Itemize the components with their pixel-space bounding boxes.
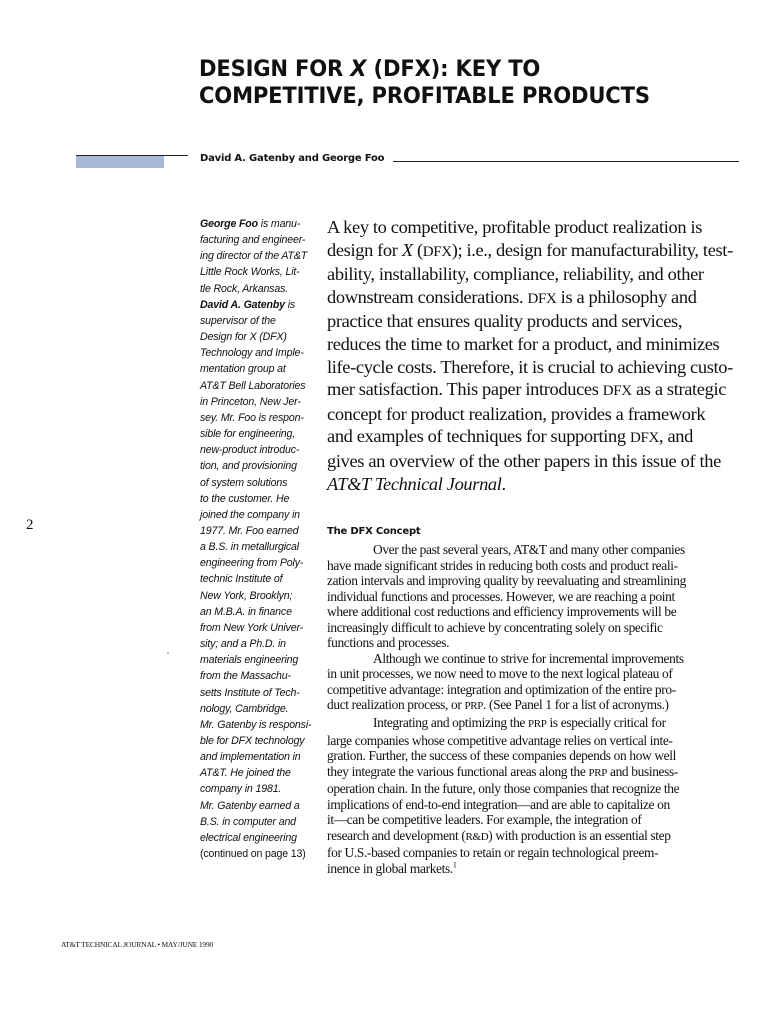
author-bio-sidebar: [200, 216, 325, 862]
bio-line: in Princeton, New Jer-: [200, 395, 301, 408]
bio-line: from the Massachu-: [200, 670, 291, 683]
abstract-line: mer satisfaction. This paper introduces DFX as a strategic: [327, 379, 727, 400]
bio-line: 1977. Mr. Foo earned: [200, 524, 299, 537]
bio-line: technic Institute of: [200, 573, 283, 586]
abstract-line: life-cycle costs. Therefore, it is crucial to achieving custo-: [327, 356, 733, 377]
body-line: large companies whose competitive advantage relies on vertical inte-: [327, 732, 673, 748]
body-line: increasingly difficult to achieve by concentrating solely on specific: [327, 619, 663, 635]
body-line: Although we continue to strive for incremental improvements: [373, 650, 684, 666]
abstract-line: gives an overview of the other papers in this issue of the: [327, 450, 721, 471]
body-line: they integrate the various functional areas along the PRP and business-: [327, 763, 678, 779]
byline-rule-right: [393, 161, 739, 162]
accent-bar: [76, 155, 164, 168]
bio-line: ble for DFX technology: [200, 735, 305, 747]
bio-line: AT&T. He joined the: [200, 767, 291, 780]
bio-line: Design for X (DFX): [200, 331, 287, 344]
body-line: zation intervals and improving quality by reevaluating and streamlining: [327, 573, 686, 589]
bio-line: to the customer. He: [200, 492, 290, 505]
bio-line: materials engineering: [200, 654, 299, 667]
abstract-line: AT&T Technical Journal.: [327, 473, 506, 494]
bio-line: sible for engineering,: [200, 428, 296, 441]
body-line: for U.S.-based companies to retain or regain technological preem-: [327, 845, 659, 861]
abstract-line: A key to competitive, profitable product realization is: [327, 217, 703, 237]
abstract-line: design for X (DFX); i.e., design for manufacturability, test-: [327, 239, 733, 260]
bio-line: of system solutions: [200, 476, 288, 489]
abstract-line: reduces the time to market for a product, and minimizes: [327, 333, 720, 354]
title-line-1: DESIGN FOR X (DFX): KEY TO: [199, 57, 541, 82]
bio-line: Mr. Gatenby earned a: [200, 799, 300, 812]
byline-rule-left: [76, 155, 188, 156]
body-line: operation chain. In the future, only those companies that recognize the: [327, 781, 680, 797]
bio-line: nology, Cambridge.: [200, 702, 289, 715]
bio-line: facturing and engineer-: [200, 234, 306, 247]
body-line: competitive advantage: integration and optimization of the entire pro-: [327, 681, 676, 697]
section-heading: The DFX Concept: [327, 526, 421, 537]
body-line: Over the past several years, AT&T and many other companies: [373, 542, 685, 557]
body-line: have made significant strides in reducing both costs and product reali-: [327, 557, 678, 573]
body-line: implications of end-to-end integration—and are able to capitalize on: [327, 796, 670, 812]
bio-line: David A. Gatenby is: [200, 298, 296, 311]
abstract-line: downstream considerations. DFX is a philosophy and: [327, 286, 697, 307]
bio-line: new-product introduc-: [200, 444, 300, 457]
bio-line: Mr. Gatenby is responsi-: [200, 718, 312, 731]
bio-line: an M.B.A. in finance: [200, 605, 292, 618]
bio-line: sey. Mr. Foo is respon-: [200, 411, 304, 424]
section-body: [327, 542, 717, 876]
scan-speck: [167, 652, 169, 654]
bio-line: Little Rock Works, Lit-: [200, 266, 300, 279]
journal-footer: AT&T TECHNICAL JOURNAL • MAY/JUNE 1990: [61, 940, 214, 949]
abstract-line: ability, installability, compliance, reliability, and other: [327, 264, 704, 285]
bio-line: AT&T Bell Laboratories: [200, 379, 306, 392]
bio-line: company in 1981.: [200, 783, 282, 796]
bio-line: from New York Univer-: [200, 621, 304, 634]
page-number: 2: [26, 517, 34, 533]
body-line: Integrating and optimizing the PRP is especially critical for: [373, 715, 666, 731]
bio-line: mentation group at: [200, 363, 286, 376]
body-line: in unit processes, we now need to move to the next logical plateau of: [327, 666, 673, 682]
body-line: individual functions and processes. However, we are reaching a point: [327, 588, 675, 604]
body-line: duct realization process, or PRP. (See Panel 1 for a list of acronyms.): [327, 697, 669, 713]
bio-line: sity; and a Ph.D. in: [200, 638, 286, 651]
bio-line: New York, Brooklyn;: [200, 589, 293, 602]
bio-line: Technology and Imple-: [200, 347, 304, 360]
bio-line: George Foo is manu-: [200, 218, 301, 230]
paper-title: [199, 56, 717, 110]
author-byline: David A. Gatenby and George Foo: [200, 153, 385, 164]
bio-line: and implementation in: [200, 751, 301, 764]
body-line: where additional cost reductions and efficiency improvements will be: [327, 604, 677, 620]
title-line-2: COMPETITIVE, PROFITABLE PRODUCTS: [199, 84, 650, 109]
body-line: functions and processes.: [327, 635, 450, 651]
body-line: it—can be competitive leaders. For example, the integration of: [327, 812, 642, 828]
bio-line: (continued on page 13): [200, 848, 306, 861]
bio-line: a B.S. in metallurgical: [200, 541, 300, 554]
body-line: research and development (R&D) with production is an essential step: [327, 827, 671, 843]
bio-line: joined the company in: [200, 508, 300, 521]
abstract-line: practice that ensures quality products and services,: [327, 311, 683, 332]
bio-line: tion, and provisioning: [200, 460, 297, 473]
bio-line: B.S. in computer and: [200, 815, 296, 828]
abstract-line: concept for product realization, provides a framework: [327, 403, 706, 424]
body-line: inence in global markets.$^1$: [327, 860, 457, 876]
bio-line: electrical engineering: [200, 831, 297, 844]
bio-line: ing director of the AT&T: [200, 250, 308, 263]
abstract-line: and examples of techniques for supporting DFX, and: [327, 426, 693, 447]
bio-line: supervisor of the: [200, 314, 276, 327]
abstract: [327, 216, 757, 495]
bio-line: tle Rock, Arkansas.: [200, 282, 289, 295]
bio-line: engineering from Poly-: [200, 557, 304, 570]
bio-line: setts Institute of Tech-: [200, 686, 300, 699]
body-line: gration. Further, the success of these companies depends on how well: [327, 748, 677, 764]
